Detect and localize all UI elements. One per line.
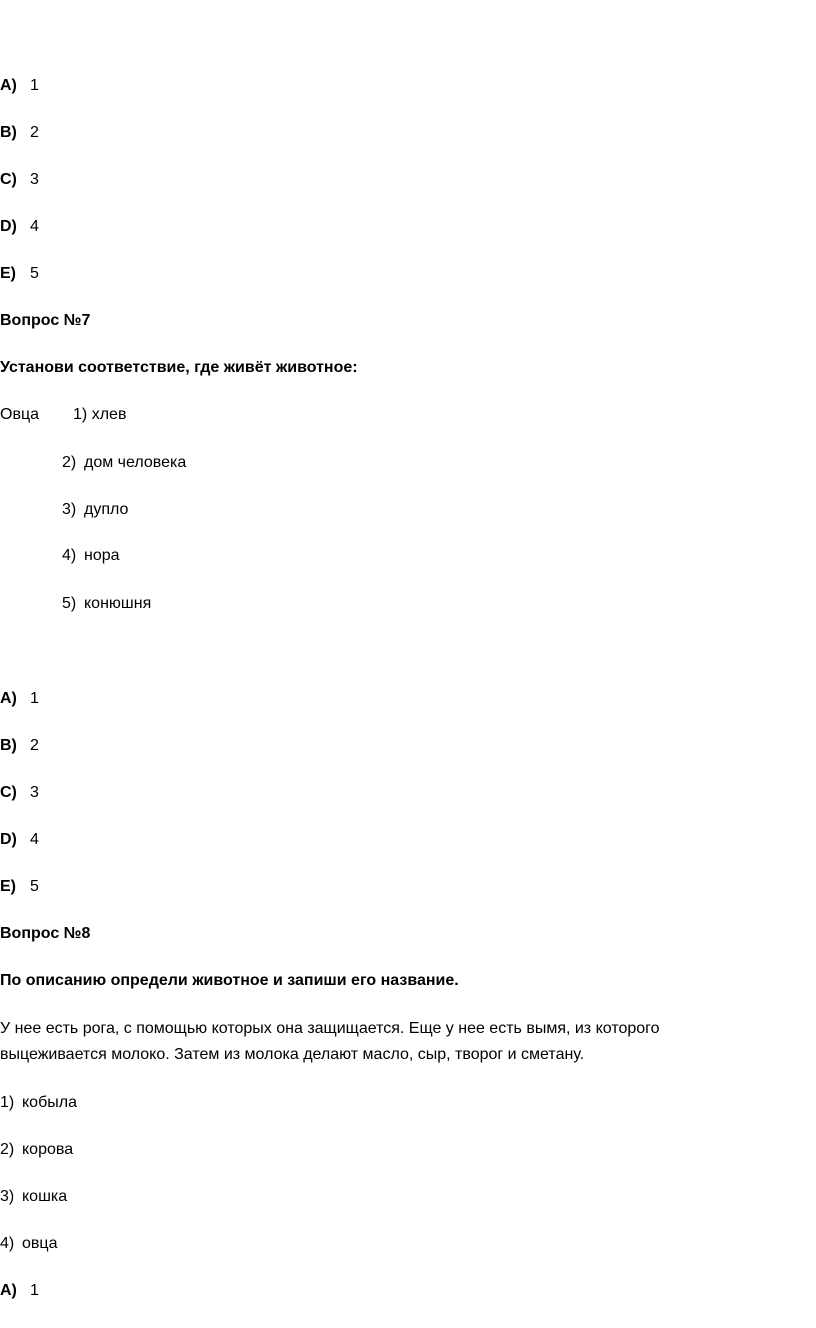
habitat-num: 5) [62,595,77,612]
option-label: E) [0,265,16,282]
habitat-num: 4) [62,547,77,564]
q7-habitat-4 [62,546,120,566]
choice-text: кошка [22,1188,68,1205]
habitat-text: дом человека [84,454,187,471]
option-label: C) [0,784,17,801]
option-label: A) [0,77,17,94]
option-value: 2 [30,124,39,141]
q7-option-d[interactable] [0,830,39,850]
choice-num: 4) [0,1235,15,1252]
option-label: A) [0,1282,17,1299]
habitat-text: дупло [84,501,129,518]
q7-option-b[interactable] [0,736,39,756]
option-label: B) [0,737,17,754]
habitat-num: 2) [62,454,77,471]
habitat-text: конюшня [84,595,152,612]
option-label: B) [0,124,17,141]
q8-title: Вопрос №8 [0,925,91,942]
q7-habitat-3 [62,500,128,520]
option-value: 5 [30,265,39,282]
habitat-text: хлев [91,406,127,423]
option-value: 5 [30,878,39,895]
habitat-num: 3) [62,501,77,518]
q7-animal-row [0,405,126,425]
choice-num: 2) [0,1141,15,1158]
q8-choice-3 [0,1187,67,1207]
q6-option-d[interactable] [0,217,39,237]
option-value: 3 [30,171,39,188]
q8-choice-2 [0,1140,73,1160]
q7-option-c[interactable] [0,783,39,803]
q6-option-e[interactable] [0,264,39,284]
option-label: E) [0,878,16,895]
habitat-text: нора [84,547,120,564]
option-value: 4 [30,218,39,235]
q7-option-a[interactable] [0,689,39,709]
option-value: 1 [30,77,39,94]
option-label: A) [0,690,17,707]
q8-choice-1 [0,1093,77,1113]
q7-title: Вопрос №7 [0,312,91,329]
q8-description: У нее есть рога, с помощью которых она защищается. Еще у нее есть вымя, из которого выцеживается молоко. Затем из молока делают масло, сыр, творог и сметану. [0,1020,660,1063]
choice-num: 1) [0,1094,15,1111]
choice-text: овца [22,1235,58,1252]
option-label: C) [0,171,17,188]
option-value: 1 [30,1282,39,1299]
q7-habitat-2 [62,453,186,473]
option-value: 3 [30,784,39,801]
choice-text: корова [22,1141,74,1158]
q7-option-e[interactable] [0,877,39,897]
q8-option-a[interactable] [0,1281,39,1301]
option-value: 2 [30,737,39,754]
choice-text: кобыла [22,1094,77,1111]
option-label: D) [0,218,17,235]
habitat-num: 1) [73,406,88,423]
q7-animal: Овца [0,406,40,423]
choice-num: 3) [0,1188,15,1205]
q6-option-a[interactable] [0,76,39,96]
option-value: 4 [30,831,39,848]
q7-prompt: Установи соответствие, где живёт животное: [0,359,358,376]
q6-option-c[interactable] [0,170,39,190]
q6-option-b[interactable] [0,123,39,143]
q8-choice-4 [0,1234,57,1254]
q8-prompt: По описанию определи животное и запиши его название. [0,972,459,989]
option-label: D) [0,831,17,848]
option-value: 1 [30,690,39,707]
q7-habitat-5 [62,594,151,614]
